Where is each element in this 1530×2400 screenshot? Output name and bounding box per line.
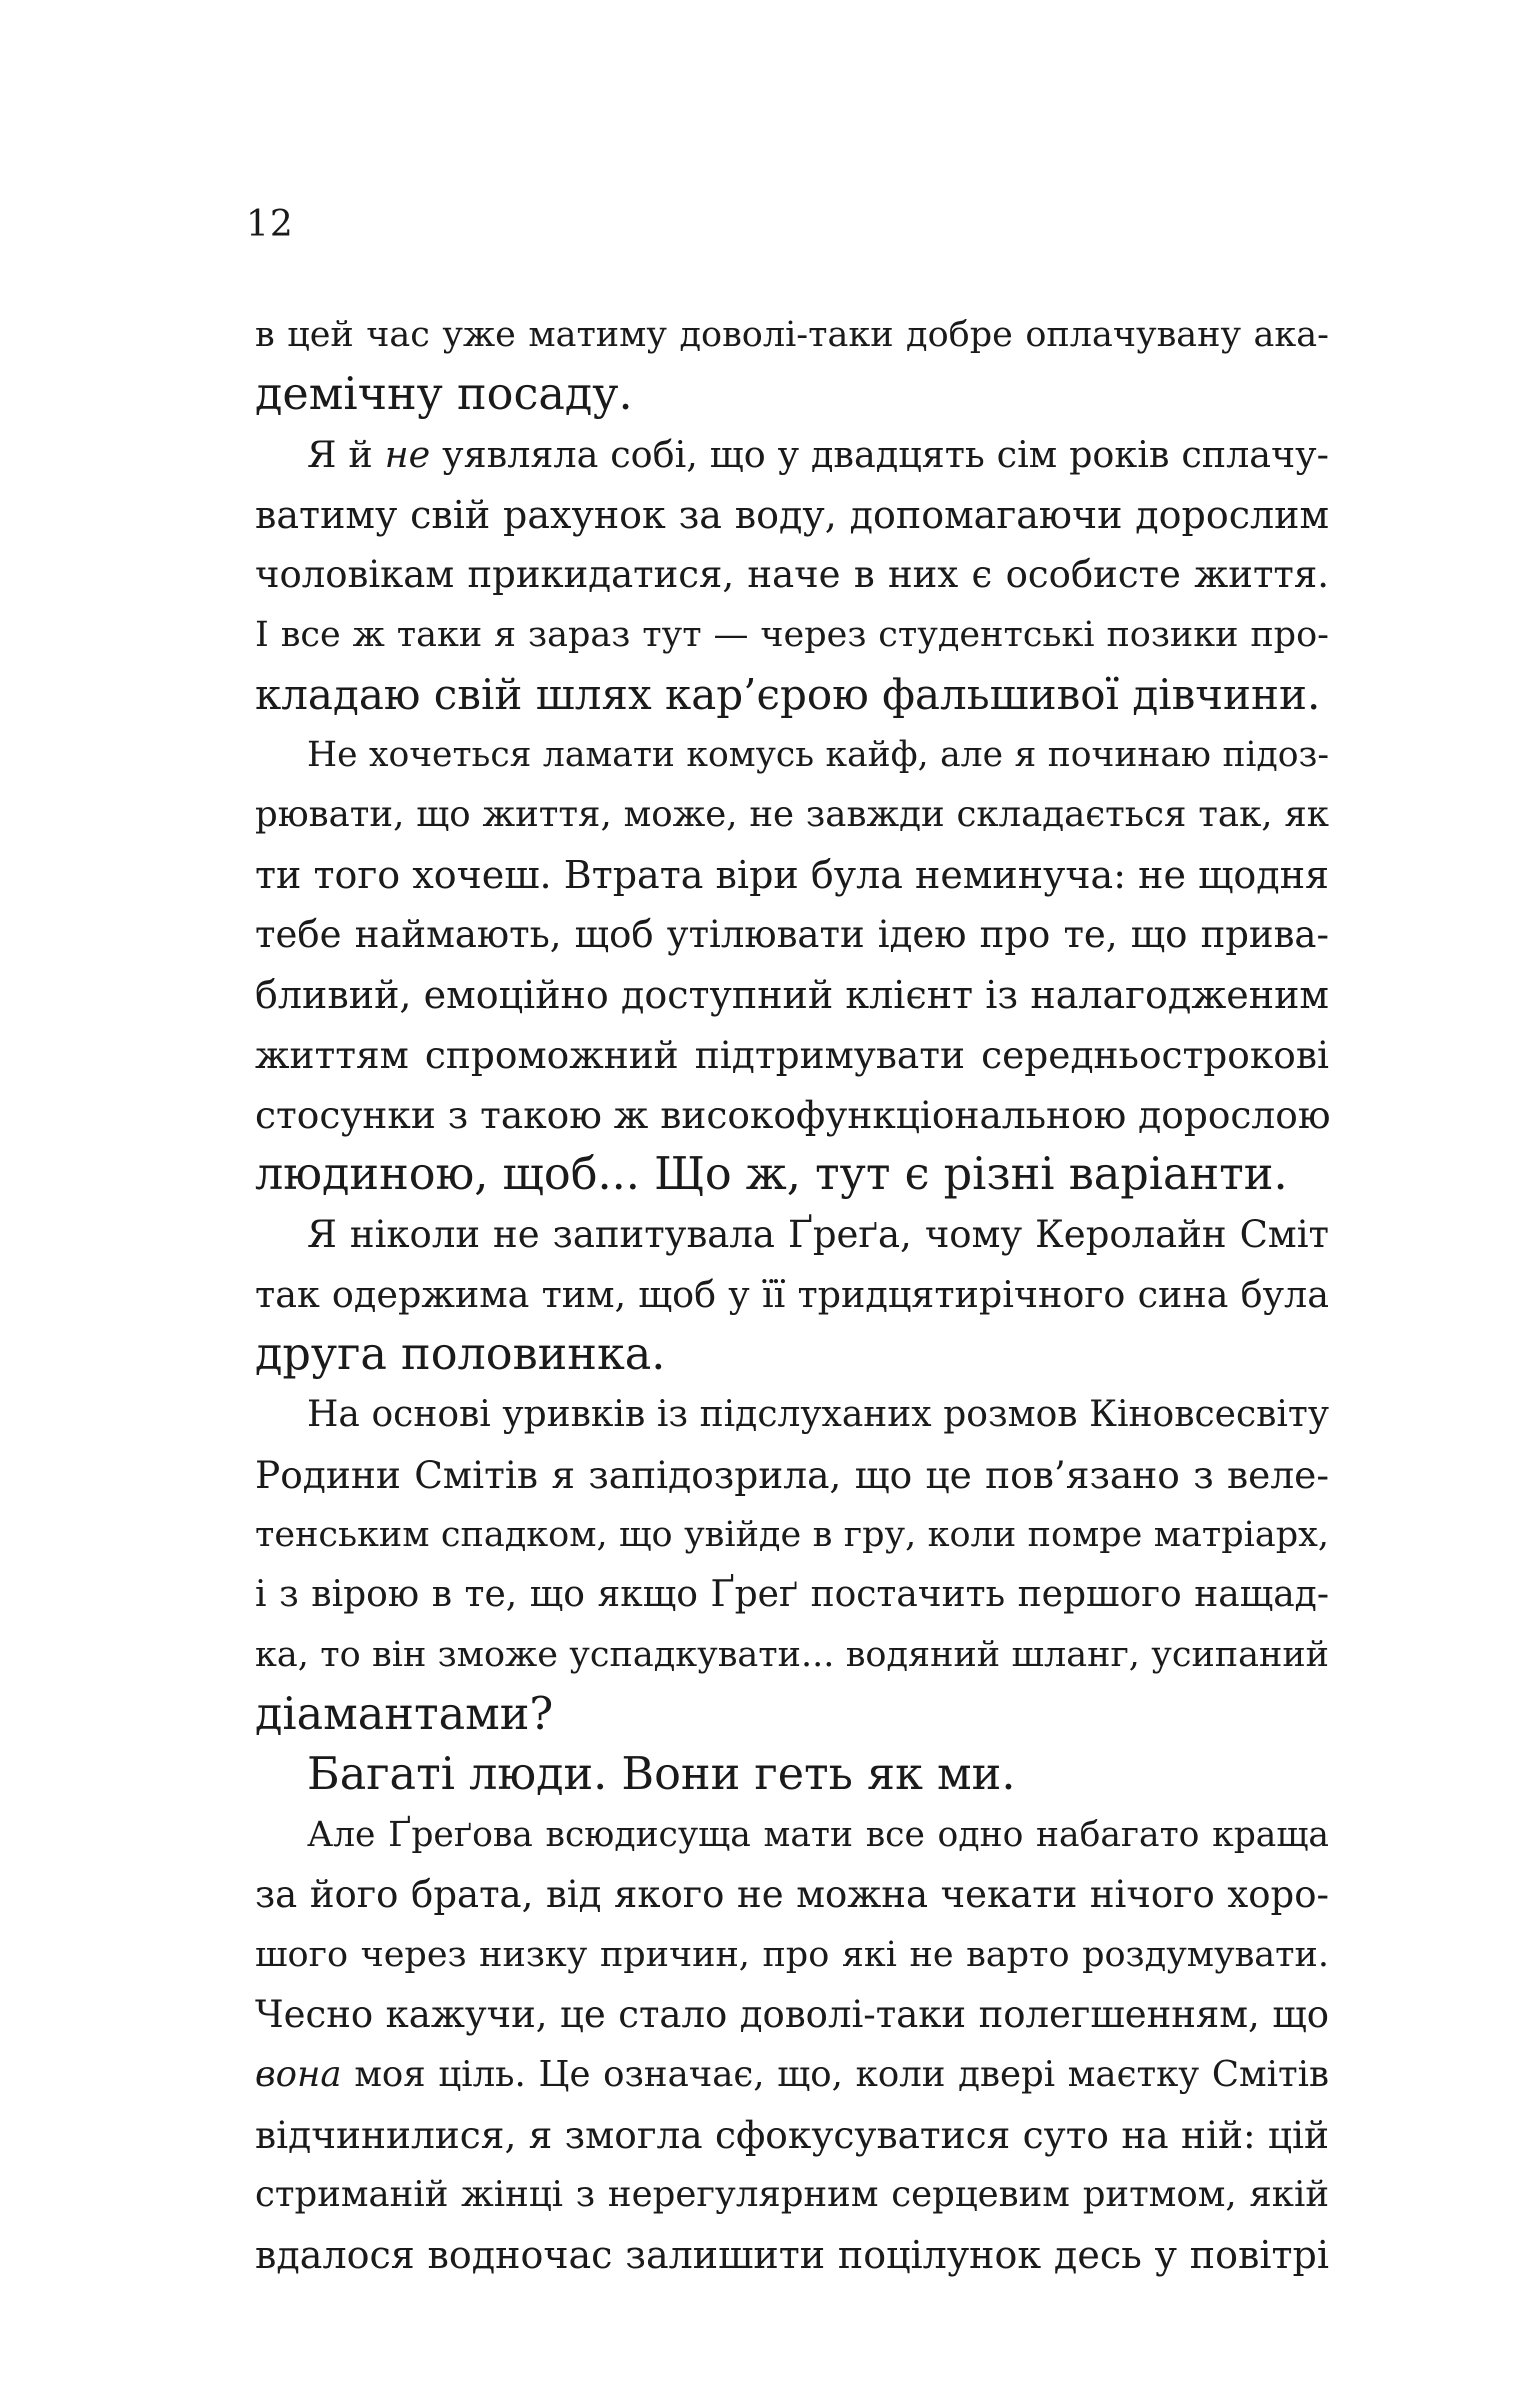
text-line: вдалося водночас залишити поцілунок десь у повітрі: [255, 2233, 1329, 2277]
text-line: тебе наймають, щоб утілювати ідею про те, що прива-: [255, 913, 1329, 956]
text-line: діамантами?: [255, 1689, 554, 1740]
italic-emphasis: не: [384, 433, 431, 476]
text-line: чоловікам прикидатися, наче в них є особисте життя.: [255, 553, 1329, 596]
text-line: відчинилися, я змогла сфокусуватися суто на ній: цій: [255, 2113, 1329, 2157]
text-line: Багаті люди. Вони геть як ми.: [307, 1749, 1016, 1800]
text-line: і з вірою в те, що якщо Ґреґ постачить першого нащад-: [255, 1574, 1329, 1615]
text-line: тенським спадком, що увійде в гру, коли помре матріарх,: [255, 1515, 1329, 1555]
text-line: стриманій жінці з нерегулярним серцевим ритмом, якій: [255, 2174, 1329, 2215]
text-line: шого через низку причин, про які не варто роздумувати.: [255, 1935, 1329, 1975]
text-line: за його брата, від якого не можна чекати нічого хоро-: [255, 1873, 1329, 1916]
text-line: ватиму свій рахунок за воду, допомагаючи дорослим: [255, 493, 1329, 537]
text-line: Родини Смітів я запідозрила, що це пов’язано з веле-: [255, 1453, 1329, 1497]
page-number: 12: [246, 204, 294, 245]
text-line: вона моя ціль. Це означає, що, коли двері маєтку Смітів: [255, 2054, 1329, 2095]
text-line: І все ж таки я зараз тут — через студентські позики про-: [255, 615, 1329, 655]
text-line: Але Ґреґова всюдисуща мати все одно набагато краща: [307, 1815, 1329, 1855]
text-line: кладаю свій шлях кар’єрою фальшивої дівчини.: [255, 670, 1321, 719]
text-line: Я ніколи не запитувала Ґреґа, чому Керолайн Сміт: [307, 1213, 1329, 1256]
text-line: так одержима тим, щоб у її тридцятирічного сина була: [255, 1273, 1329, 1316]
text-line: Чесно кажучи, це стало доволі-таки полегшенням, що: [255, 1993, 1329, 2036]
italic-emphasis: вона: [255, 2054, 342, 2095]
text-line: демічну посаду.: [255, 369, 633, 420]
text-line: Я й не уявляла собі, що у двадцять сім років сплачу-: [307, 433, 1329, 476]
body-text: [255, 305, 1329, 2285]
text-line: в цей час уже матиму доволі-таки добре оплачувану ака-: [255, 315, 1329, 355]
text-line: людиною, щоб... Що ж, тут є різні варіанти.: [255, 1149, 1288, 1200]
text-line: ка, то він зможе успадкувати... водяний шланг, усипаний: [255, 1635, 1329, 1675]
text-line: рювати, що життя, може, не завжди складається так, як: [255, 794, 1329, 835]
text-line: ти того хочеш. Втрата віри була неминуча: не щодня: [255, 853, 1329, 897]
text-line: бливий, емоційно доступний клієнт із налагодженим: [255, 973, 1329, 1017]
text-line: Не хочеться ламати комусь кайф, але я починаю підоз-: [307, 735, 1329, 775]
text-line: життям спроможний підтримувати середньострокові: [255, 1033, 1329, 1077]
text-line: На основі уривків із підслуханих розмов Кіновсесвіту: [307, 1394, 1329, 1435]
text-line: друга половинка.: [255, 1329, 666, 1380]
text-line: стосунки з такою ж високофункціональною дорослою: [255, 1093, 1331, 1137]
